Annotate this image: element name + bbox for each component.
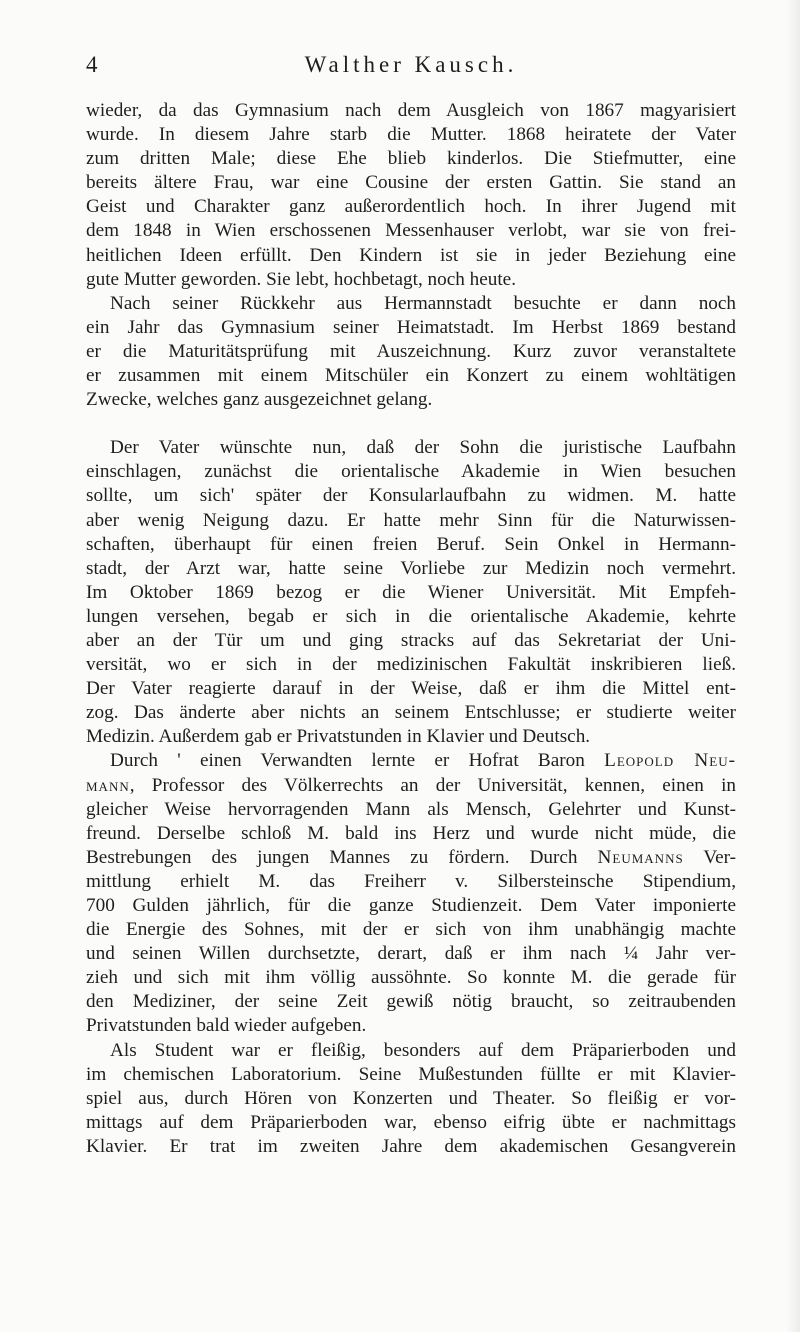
running-title: Walther Kausch.: [304, 52, 518, 77]
text-line: spiel aus, durch Hören von Konzerten und Theater. So fleißig er vor-: [86, 1087, 736, 1109]
person-name: Neumanns: [597, 846, 684, 868]
text-line: wieder, da das Gymnasium nach dem Ausgleich von 1867 magyarisiert: [86, 100, 736, 121]
text-line: mittags auf dem Präparierboden war, ebenso eifrig übte er nachmittags: [86, 1111, 736, 1133]
line-text: Ver-: [683, 846, 737, 868]
text-line: zieh und sich mit ihm völlig aussöhnte. So konnte M. die gerade für: [86, 967, 736, 989]
paragraph-gap: [86, 412, 736, 436]
text-line: [86, 749, 736, 773]
line-text: , Professor des Völkerrechts an der Universität, kennen, einen in: [129, 774, 736, 796]
text-line: wurde. In diesem Jahre starb die Mutter. 1868 heiratete der Vater: [86, 124, 736, 146]
text-line: Als Student war er fleißig, besonders auf dem Präparierboden und: [110, 1039, 736, 1061]
text-line: schaften, überhaupt für einen freien Beruf. Sein Onkel in Hermann-: [86, 533, 736, 555]
text-line: er die Maturitätsprüfung mit Auszeichnung. Kurz zuvor veranstaltete: [86, 340, 736, 362]
text-line: im chemischen Laboratorium. Seine Mußestunden füllte er mit Klavier-: [86, 1063, 736, 1085]
text-line: die Energie des Sohnes, mit der er sich von ihm unabhängig machte: [86, 919, 736, 941]
person-name: Leopold Neu-: [604, 750, 736, 772]
text-line: Zwecke, welches ganz ausgezeichnet gelang.: [86, 389, 433, 411]
text-line: dem 1848 in Wien erschossenen Messenhauser verlobt, war sie von frei-: [86, 220, 736, 242]
text-line: versität, wo er sich in der medizinischen Fakultät inskribieren ließ.: [86, 654, 736, 676]
paragraph: [86, 99, 736, 292]
text-line: Im Oktober 1869 bezog er die Wiener Universität. Mit Empfeh-: [86, 581, 736, 603]
paragraph: [86, 436, 736, 749]
text-line: freund. Derselbe schloß M. bald ins Herz und wurde nicht müde, die: [86, 822, 736, 844]
page-number: 4: [86, 52, 98, 77]
paragraph: [86, 292, 736, 412]
line-text: Durch ' einen Verwandten lernte er Hofrat Baron: [110, 750, 605, 772]
text-line: [86, 774, 736, 798]
text-line: einschlagen, zunächst die orientalische Akademie in Wien besuchen: [86, 461, 736, 483]
text-line: heitlichen Ideen erfüllt. Den Kindern ist sie in jeder Beziehung eine: [86, 244, 736, 266]
body-text: [86, 99, 736, 1159]
text-line: Medizin. Außerdem gab er Privatstunden in Klavier und Deutsch.: [86, 726, 591, 748]
text-line: Der Vater wünschte nun, daß der Sohn die juristische Laufbahn: [110, 437, 736, 459]
text-line: sollte, um sich' später der Konsularlaufbahn zu widmen. M. hatte: [86, 485, 736, 507]
text-line: [86, 846, 736, 870]
text-line: Klavier. Er trat im zweiten Jahre dem akademischen Gesangverein: [86, 1135, 736, 1157]
text-line: stadt, der Arzt war, hatte seine Vorliebe zur Medizin noch vermehrt.: [86, 557, 736, 579]
text-line: zum dritten Male; diese Ehe blieb kinderlos. Die Stiefmutter, eine: [86, 148, 736, 170]
text-line: Privatstunden bald wieder aufgeben.: [86, 1015, 367, 1037]
text-line: mittlung erhielt M. das Freiherr v. Silbersteinsche Stipendium,: [86, 870, 736, 892]
paragraph: [86, 1039, 736, 1159]
text-line: lungen versehen, begab er sich in die orientalische Akademie, kehrte: [86, 605, 736, 627]
text-line: Der Vater reagierte darauf in der Weise, daß er ihm die Mittel ent-: [86, 678, 736, 700]
text-line: aber an der Tür um und ging stracks auf das Sekretariat der Uni-: [86, 629, 736, 651]
line-text: Bestrebungen des jungen Mannes zu fördern. Durch: [86, 846, 598, 868]
text-line: 700 Gulden jährlich, für die ganze Studienzeit. Dem Vater imponierte: [86, 895, 736, 916]
text-line: den Mediziner, der seine Zeit gewiß nötig braucht, so zeitraubenden: [86, 991, 736, 1013]
page-edge-shadow: [786, 0, 800, 1332]
text-line: und seinen Willen durchsetzte, derart, daß er ihm nach ¼ Jahr ver-: [86, 943, 736, 965]
paragraph: [86, 749, 736, 1038]
text-line: gute Mutter geworden. Sie lebt, hochbetagt, noch heute.: [86, 268, 516, 290]
text-line: aber wenig Neigung dazu. Er hatte mehr Sinn für die Naturwissen-: [86, 509, 736, 531]
text-line: bereits ältere Frau, war eine Cousine der ersten Gattin. Sie stand an: [86, 172, 736, 194]
person-name: mann: [86, 774, 130, 796]
text-line: er zusammen mit einem Mitschüler ein Konzert zu einem wohltätigen: [86, 365, 736, 387]
text-line: Nach seiner Rückkehr aus Hermannstadt besuchte er dann noch: [110, 292, 736, 314]
text-line: zog. Das änderte aber nichts an seinem Entschlusse; er studierte weiter: [86, 702, 736, 724]
text-line: gleicher Weise hervorragenden Mann als Mensch, Gelehrter und Kunst-: [86, 798, 736, 820]
text-line: Geist und Charakter ganz außerordentlich hoch. In ihrer Jugend mit: [86, 196, 736, 218]
text-line: ein Jahr das Gymnasium seiner Heimatstadt. Im Herbst 1869 bestand: [86, 316, 736, 338]
running-head: [86, 50, 736, 80]
